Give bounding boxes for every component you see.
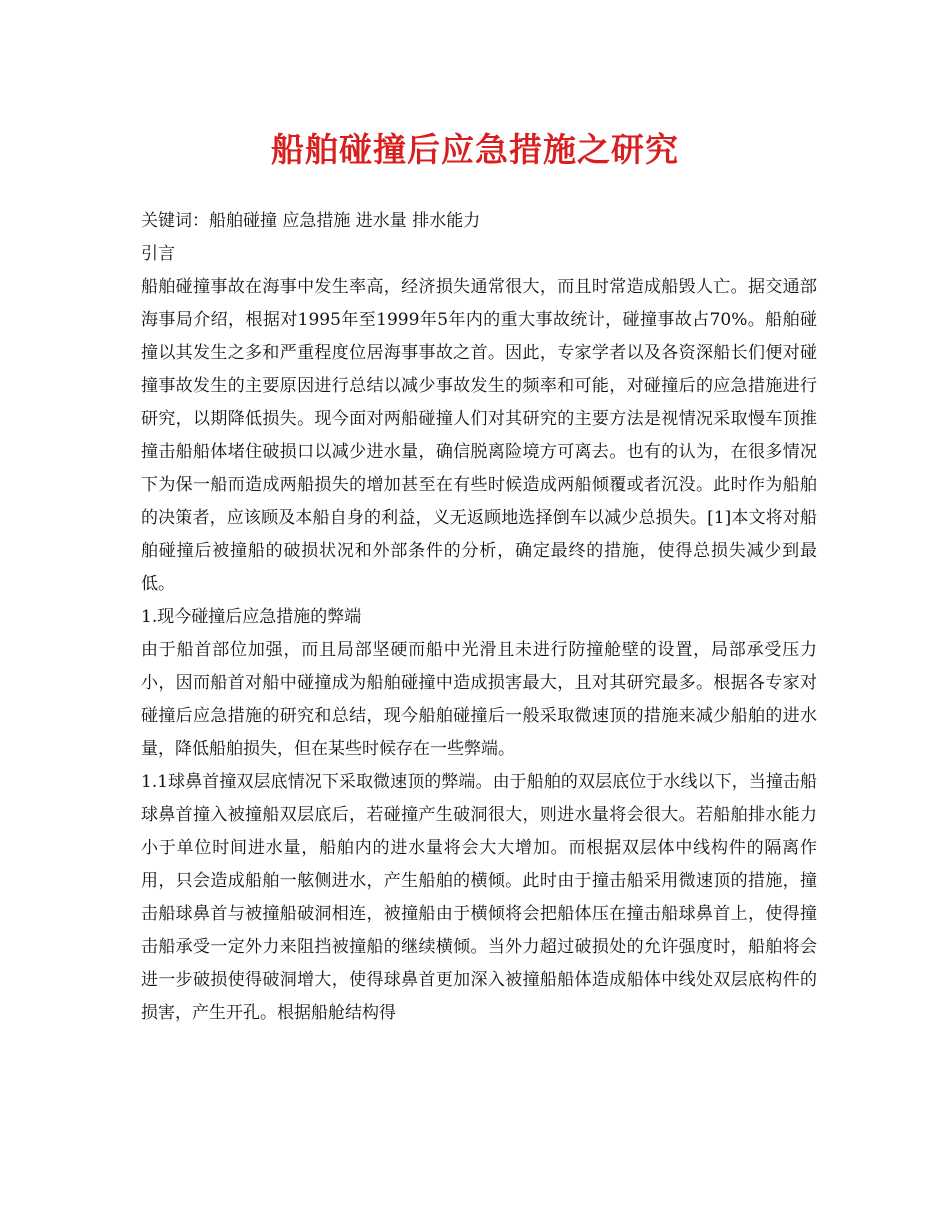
keywords-line: 关键词：船舶碰撞 应急措施 进水量 排水能力 bbox=[141, 211, 481, 231]
document-body bbox=[141, 205, 817, 1030]
section-1-heading: 1.现今碰撞后应急措施的弊端 bbox=[141, 607, 362, 627]
document-title: 船舶碰撞后应急措施之研究 bbox=[271, 130, 679, 169]
intro-paragraph: 船舶碰撞事故在海事中发生率高，经济损失通常很大，而且时常造成船毁人亡。据交通部海事局介绍，根据对1995年至1999年5年内的重大事故统计，碰撞事故占70%。船舶碰撞以其发生之多和严重程度位居海事事故之首。因此，专家学者以及各资深船长们便对碰撞事故发生的主要原因进行总结以减少事故发生的频率和可能，对碰撞后的应急措施进行研究，以期降低损失。现今面对两船碰撞人们对其研究的主要方法是视情况采取慢车顶推撞击船船体堵住破损口以减少进水量，确信脱离险境方可离去。也有的认为，在很多情况下为保一船而造成两船损失的增加甚至在有些时候造成两船倾覆或者沉没。此时作为船舶的决策者，应该顾及本船自身的利益，义无返顾地选择倒车以减少总损失。[1]本文将对船舶碰撞后被撞船的破损状况和外部条件的分析，确定最终的措施，使得总损失减少到最低。 bbox=[141, 277, 817, 594]
section-1-paragraph: 由于船首部位加强，而且局部坚硬而船中光滑且未进行防撞舱壁的设置，局部承受压力小，因而船首对船中碰撞成为船舶碰撞中造成损害最大，且对其研究最多。根据各专家对碰撞后应急措施的研究和总结，现今船舶碰撞后一般采取微速顶的措施来减少船舶的进水量，降低船舶损失，但在某些时候存在一些弊端。 bbox=[141, 640, 817, 759]
intro-heading: 引言 bbox=[141, 244, 175, 264]
section-1-1-paragraph: 1.1球鼻首撞双层底情况下采取微速顶的弊端。由于船舶的双层底位于水线以下，当撞击船球鼻首撞入被撞船双层底后，若碰撞产生破洞很大，则进水量将会很大。若船舶排水能力小于单位时间进水量，船舶内的进水量将会大大增加。而根据双层体中线构件的隔离作用，只会造成船舶一舷侧进水，产生船舶的横倾。此时由于撞击船采用微速顶的措施，撞击船球鼻首与被撞船破洞相连，被撞船由于横倾将会把船体压在撞击船球鼻首上，使得撞击船承受一定外力来阻挡被撞船的继续横倾。当外力超过破损处的允许强度时，船舶将会进一步破损使得破洞增大，使得球鼻首更加深入被撞船船体造成船体中线处双层底构件的损害，产生开孔。根据船舱结构得 bbox=[141, 772, 817, 1023]
